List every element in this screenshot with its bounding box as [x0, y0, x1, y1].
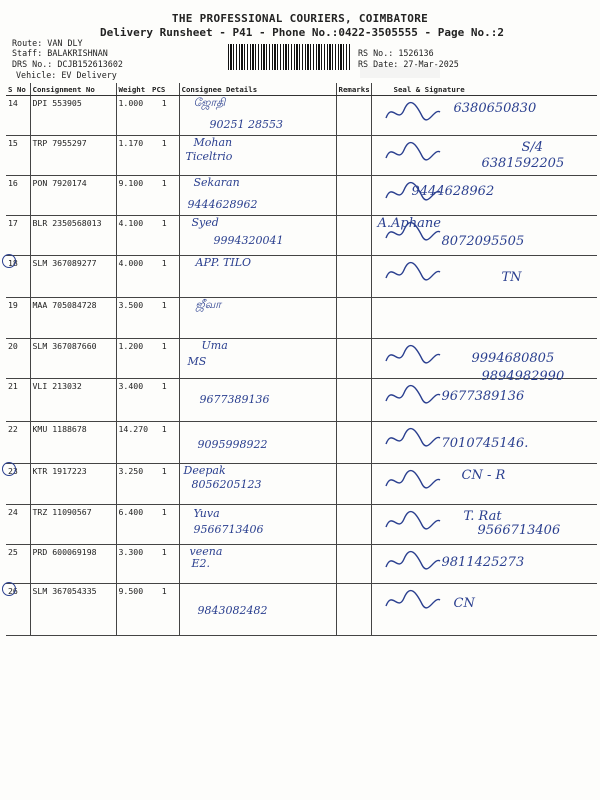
consignee-details [179, 584, 336, 636]
consignment-number [30, 422, 116, 464]
signature-cell [371, 379, 597, 422]
weight-value [116, 298, 150, 339]
signature-cell [371, 298, 597, 339]
handwritten-detail: 9095998922 [197, 438, 268, 451]
table-row [6, 96, 597, 136]
pcs-value-text: 1 [161, 547, 167, 557]
consignment-number [30, 216, 116, 256]
signature-scribble [382, 140, 442, 166]
handwritten-detail: MS [187, 355, 207, 368]
serial-number [6, 256, 30, 298]
weight-value-text: 3.300 [118, 547, 144, 557]
weight-value [116, 505, 150, 545]
consignee-details [179, 545, 336, 584]
consignee-details [179, 379, 336, 422]
weight-value-text: 4.000 [118, 258, 144, 268]
weight-value-text: 1.170 [118, 138, 144, 148]
signature-scribble [382, 383, 442, 409]
weight-value [116, 256, 150, 298]
handwritten-detail: E2. [191, 557, 211, 570]
pcs-value-text: 1 [161, 300, 167, 310]
pcs-value [150, 176, 179, 216]
handwritten-signature-text: CN - R [461, 468, 506, 483]
weight-value [116, 545, 150, 584]
handwritten-signature-text: 6380650830 [453, 101, 537, 116]
table-row [6, 584, 597, 636]
handwritten-signature-text: 7010745146. [441, 436, 529, 451]
serial-number-text: 17 [8, 218, 18, 228]
col-details: Consignee Details [179, 83, 336, 96]
handwritten-signature-text: T. Rat [463, 509, 502, 524]
weight-value-text: 14.270 [118, 424, 149, 434]
table-row [6, 256, 597, 298]
pcs-value [150, 545, 179, 584]
remarks-cell [336, 584, 371, 636]
signature-cell [371, 96, 597, 136]
consignment-number-text: SLM 367089277 [32, 258, 97, 268]
consignment-number-text: DPI 553905 [32, 98, 82, 108]
pcs-value-text: 1 [161, 138, 167, 148]
consignment-number-text: PON 7920174 [32, 178, 87, 188]
table-row [6, 216, 597, 256]
consignment-number [30, 464, 116, 505]
serial-number [6, 545, 30, 584]
signature-scribble [382, 468, 442, 494]
consignment-number [30, 505, 116, 545]
pcs-value [150, 216, 179, 256]
signature-cell [371, 216, 597, 256]
handwritten-detail: Deepak [183, 464, 226, 477]
weight-value [116, 379, 150, 422]
weight-value [116, 136, 150, 176]
consignment-number [30, 96, 116, 136]
table-row [6, 339, 597, 379]
rs-number: RS No.: 1526136 [358, 48, 434, 58]
pcs-value [150, 339, 179, 379]
handwritten-signature-text: 9894982990 [481, 369, 565, 384]
remarks-cell [336, 136, 371, 176]
consignment-number [30, 379, 116, 422]
signature-scribble [382, 509, 442, 535]
consignee-details [179, 298, 336, 339]
handwritten-signature-text: 8072095505 [441, 234, 525, 249]
handwritten-signature-text: 6381592205 [481, 156, 565, 171]
serial-number [6, 216, 30, 256]
rs-date: RS Date: 27-Mar-2025 [358, 59, 459, 69]
pcs-value [150, 584, 179, 636]
serial-number-text: 15 [8, 138, 18, 148]
serial-number [6, 298, 30, 339]
pcs-value [150, 256, 179, 298]
remarks-cell [336, 422, 371, 464]
col-weight: Weight [116, 83, 150, 96]
weight-value-text: 3.250 [118, 466, 144, 476]
consignee-details [179, 339, 336, 379]
serial-number-text: 14 [8, 98, 18, 108]
weight-value [116, 422, 150, 464]
signature-cell [371, 584, 597, 636]
serial-number [6, 339, 30, 379]
weight-value-text: 1.200 [118, 341, 144, 351]
remarks-cell [336, 545, 371, 584]
consignee-details [179, 464, 336, 505]
handwritten-detail: Yuva [193, 507, 220, 520]
serial-number-text: 20 [8, 341, 18, 351]
handwritten-signature-text: 9994680805 [471, 351, 555, 366]
pcs-value-text: 1 [161, 98, 167, 108]
weight-value-text: 3.400 [118, 381, 144, 391]
table-row [6, 422, 597, 464]
consignment-number-text: MAA 705084728 [32, 300, 97, 310]
serial-number-text: 21 [8, 381, 18, 391]
weight-value [116, 464, 150, 505]
remarks-cell [336, 96, 371, 136]
weight-value-text: 4.100 [118, 218, 144, 228]
signature-scribble [382, 549, 442, 575]
pcs-value [150, 379, 179, 422]
handwritten-signature-text: S/4 [521, 140, 544, 155]
drs-number: DRS No.: DCJB152613602 [12, 59, 123, 69]
table-row [6, 379, 597, 422]
pcs-value-text: 1 [161, 586, 167, 596]
handwritten-signature-text: 9566713406 [477, 523, 561, 538]
handwritten-detail: 90251 28553 [209, 118, 283, 131]
col-consignment: Consignment No [30, 83, 116, 96]
handwritten-detail: 9566713406 [193, 523, 264, 536]
pcs-value [150, 136, 179, 176]
table-row [6, 464, 597, 505]
consignment-number [30, 339, 116, 379]
col-signature: Seal & Signature [371, 83, 597, 96]
signature-scribble [382, 343, 442, 369]
pcs-value [150, 422, 179, 464]
handwritten-detail: 9994320041 [213, 234, 284, 247]
pcs-value-text: 1 [161, 341, 167, 351]
consignment-number-text: KMU 1188678 [32, 424, 87, 434]
handwritten-detail: ஜீவா [195, 298, 221, 311]
consignment-number-text: SLM 367054335 [32, 586, 97, 596]
consignment-number [30, 298, 116, 339]
ink-circle [2, 254, 16, 268]
serial-number-text: 22 [8, 424, 18, 434]
signature-cell [371, 545, 597, 584]
handwritten-detail: 9677389136 [199, 393, 270, 406]
consignee-details [179, 422, 336, 464]
signature-scribble [382, 588, 442, 614]
signature-cell [371, 256, 597, 298]
handwritten-signature-text: A.Aphane [377, 216, 441, 231]
consignment-number [30, 136, 116, 176]
pcs-value [150, 96, 179, 136]
handwritten-detail: veena [189, 545, 223, 558]
handwritten-detail: Sekaran [193, 176, 240, 189]
signature-cell [371, 136, 597, 176]
barcode [228, 44, 350, 70]
remarks-cell [336, 339, 371, 379]
serial-number-text: 23 [8, 466, 18, 476]
consignee-details [179, 136, 336, 176]
remarks-cell [336, 216, 371, 256]
remarks-cell [336, 176, 371, 216]
serial-number [6, 422, 30, 464]
pcs-value-text: 1 [161, 466, 167, 476]
weight-value-text: 3.500 [118, 300, 144, 310]
handwritten-detail: ஜோதி [193, 96, 226, 109]
runsheet-table [6, 83, 597, 636]
handwritten-detail: Ticeltrio [185, 150, 233, 163]
serial-number-text: 16 [8, 178, 18, 188]
pcs-value [150, 464, 179, 505]
ink-circle [2, 582, 16, 596]
handwritten-detail: Uma [201, 339, 228, 352]
signature-cell [371, 505, 597, 545]
consignee-details [179, 176, 336, 216]
route-label: Route: VAN DLY [12, 38, 83, 48]
consignee-details [179, 96, 336, 136]
runsheet-subtitle: Delivery Runsheet - P41 - Phone No.:0422-3505555 - Page No.:2 [100, 26, 504, 39]
remarks-cell [336, 464, 371, 505]
signature-cell [371, 422, 597, 464]
weight-value-text: 9.100 [118, 178, 144, 188]
consignment-number-text: TRP 7955297 [32, 138, 87, 148]
signature-scribble [382, 100, 442, 126]
pcs-value-text: 1 [161, 258, 167, 268]
serial-number [6, 379, 30, 422]
signature-cell [371, 176, 597, 216]
handwritten-signature-text: 9444628962 [411, 184, 495, 199]
handwritten-signature-text: 9677389136 [441, 389, 525, 404]
pcs-value [150, 298, 179, 339]
remarks-cell [336, 379, 371, 422]
handwritten-signature-text: 9811425273 [441, 555, 525, 570]
consignment-number-text: PRD 600069198 [32, 547, 97, 557]
consignee-details [179, 216, 336, 256]
ink-circle [2, 462, 16, 476]
consignment-number [30, 176, 116, 216]
col-pcs: PCS [150, 83, 179, 96]
handwritten-detail: APP. TILO [195, 256, 252, 269]
table-row [6, 136, 597, 176]
weight-value [116, 216, 150, 256]
pcs-value-text: 1 [161, 507, 167, 517]
weight-value-text: 9.500 [118, 586, 144, 596]
table-header [6, 83, 597, 96]
weight-value [116, 584, 150, 636]
serial-number [6, 584, 30, 636]
signature-cell [371, 464, 597, 505]
serial-number [6, 176, 30, 216]
vehicle-label: Vehicle: EV Delivery [16, 70, 117, 80]
handwritten-detail: 9444628962 [187, 198, 258, 211]
weight-value-text: 6.400 [118, 507, 144, 517]
pcs-value-text: 1 [161, 424, 167, 434]
signature-scribble [382, 260, 442, 286]
serial-number-text: 19 [8, 300, 18, 310]
weight-value [116, 176, 150, 216]
consignment-number [30, 545, 116, 584]
signature-cell [371, 339, 597, 384]
remarks-cell [336, 505, 371, 545]
consignee-details [179, 256, 336, 298]
staff-label: Staff: BALAKRISHNAN [12, 48, 108, 58]
consignee-details [179, 505, 336, 545]
pcs-value-text: 1 [161, 381, 167, 391]
serial-number-text: 25 [8, 547, 18, 557]
consignment-number-text: BLR 2350568013 [32, 218, 102, 228]
remarks-cell [336, 256, 371, 298]
company-title: THE PROFESSIONAL COURIERS, COIMBATORE [171, 12, 429, 25]
table-row [6, 545, 597, 584]
serial-number [6, 505, 30, 545]
weight-value-text: 1.000 [118, 98, 144, 108]
handwritten-detail: Mohan [193, 136, 233, 149]
consignment-number-text: KTR 1917223 [32, 466, 87, 476]
handwritten-signature-text: CN [453, 596, 475, 611]
table-row [6, 298, 597, 339]
serial-number-text: 26 [8, 586, 18, 596]
signature-scribble [382, 426, 442, 452]
table-row [6, 505, 597, 545]
col-remarks: Remarks [336, 83, 371, 96]
handwritten-detail: 8056205123 [191, 478, 262, 491]
consignment-number [30, 584, 116, 636]
remarks-cell [336, 298, 371, 339]
pcs-value-text: 1 [161, 218, 167, 228]
consignment-number-text: SLM 367087660 [32, 341, 97, 351]
serial-number-text: 18 [8, 258, 18, 268]
handwritten-detail: Syed [191, 216, 219, 229]
consignment-number [30, 256, 116, 298]
weight-value [116, 339, 150, 379]
col-sno: S No [6, 83, 30, 96]
handwritten-detail: 9843082482 [197, 604, 268, 617]
consignment-number-text: TRZ 11090567 [32, 507, 92, 517]
serial-number [6, 464, 30, 505]
serial-number [6, 136, 30, 176]
handwritten-signature-text: TN [501, 270, 522, 285]
serial-number [6, 96, 30, 136]
serial-number-text: 24 [8, 507, 18, 517]
weight-value [116, 96, 150, 136]
consignment-number-text: VLI 213032 [32, 381, 82, 391]
pcs-value [150, 505, 179, 545]
table-row [6, 176, 597, 216]
pcs-value-text: 1 [161, 178, 167, 188]
